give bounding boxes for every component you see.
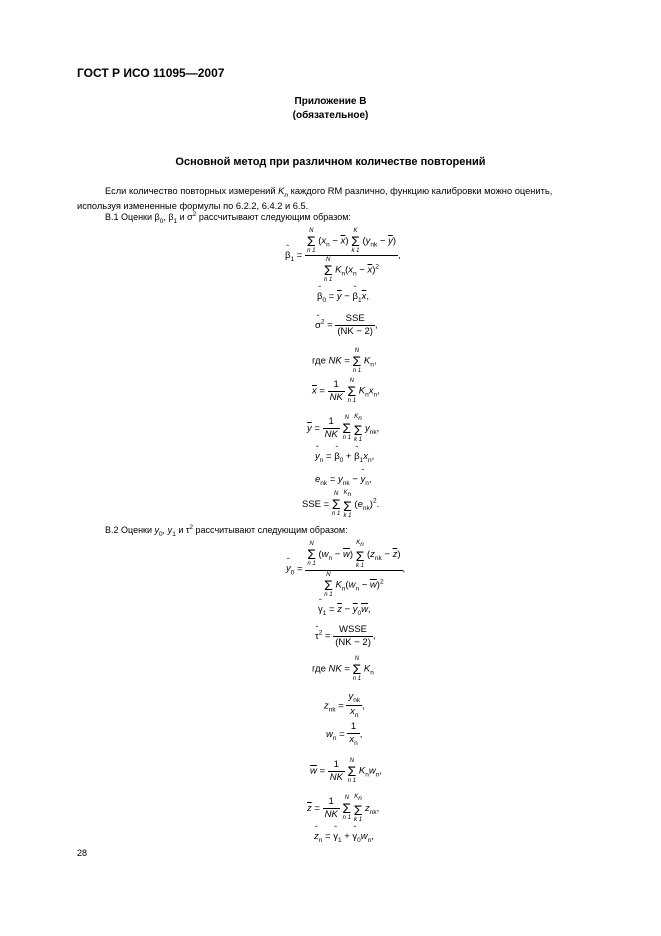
b2-line: В.2 Оценки $y_0$, $y_1$ и $\tau^2$ рассчитывают следующим образом: bbox=[105, 524, 348, 538]
formula-yhat-n: ˆ $y_n$ = ˆ $\beta_0$ + ˆ $\beta_1x_n$, bbox=[315, 452, 374, 464]
annex-status: (обязательное) bbox=[292, 110, 369, 121]
b1-label: В.1 bbox=[105, 212, 119, 222]
formula-nk-b1: где NK = N Σ n 1 $K_n$, bbox=[312, 348, 377, 374]
formula-wbar: $\overline{w}$ = $\frac{1}{NK}$ N Σ n 1 $K_nw_n$, bbox=[310, 758, 382, 784]
b2-label: В.2 bbox=[105, 525, 119, 535]
formula-gamma0: ˆ $y_0$ = N Σ n 1 $(w_n - \overline{w})$ $K_n$ Σ k 1 $(z_{nk} - \overline{z})$ N Σ n 1 $K_n(w_n - \overline{w})^2$ , bbox=[286, 540, 405, 598]
section-title: Основной метод при различном количестве повторений bbox=[175, 156, 486, 168]
intro-text-2: используя измененные формулы по 6.2.2, 6.4.2 и 6.5. bbox=[77, 200, 309, 211]
formula-zhat-n: ˆ $z_n$ = ˆ $\gamma_1$ + ˆ $\gamma_0w_n$, bbox=[314, 832, 374, 844]
document-standard-header: ГОСТ Р ИСО 11095—2007 bbox=[77, 66, 225, 80]
b1-line: В.1 Оценки $\beta_0$, $\beta_1$ и $\sigma^2$ рассчитывают следующим образом: bbox=[105, 211, 351, 225]
intro-text-1b: каждого RM различно, функцию калибровки можно оценить, bbox=[290, 186, 553, 196]
formula-beta1: ˆ $\beta_1$ = N Σ n 1 $(x_n - \overline{x})$ K Σ k 1 $(y_{nk} - \overline{y})$ N Σ n 1 $K_n(x_n - \overline{x})^2$ , bbox=[285, 228, 401, 283]
formula-tau2: ˆ $\tau^2$ = WSSE (NK − 2) , bbox=[315, 625, 376, 647]
formula-zbar: $\overline{z}$ = $\frac{1}{NK}$ N Σ n 1 $K_n$ Σ k 1 $z_{nk}$, bbox=[307, 794, 380, 823]
formula-xbar: $\overline{x}$ = $\frac{1}{NK}$ N Σ n 1 $K_nx_n$, bbox=[312, 378, 380, 404]
formula-gamma1: ˆ $\gamma_1 = \overline{z} - \overline{y}_0\overline{w}$, bbox=[318, 605, 371, 617]
formula-ybar: $\overline{y}$ = $\frac{1}{NK}$ N Σ n 1 $K_n$ Σ k 1 $y_{nk}$, bbox=[307, 414, 380, 443]
annex-title: Приложение В bbox=[294, 96, 367, 107]
intro-kn: $K_n$ bbox=[278, 186, 288, 199]
formula-sigma2: ˆ $\sigma^2$ = SSE (NK − 2) , bbox=[315, 314, 378, 336]
intro-text-1: Если количество повторных измерений bbox=[105, 186, 276, 196]
formula-z-nk: $z_{nk}$ = $y_{nk}$ $x_n$ , bbox=[324, 691, 365, 720]
formula-nk-b2: где NK = N Σ n 1 $K_n$ bbox=[312, 656, 374, 682]
formula-beta0: ˆ $\beta_0 = \overline{y}$ − ˆ $\beta_1\overline{x}$, bbox=[317, 292, 369, 304]
formula-w-n: $w_n$ = $\frac{1}{x_n}$ , bbox=[326, 721, 363, 747]
formula-sse: SSE = N Σ n 1 $K_n$ Σ k 1 $(e_{nk})^2$. bbox=[302, 490, 380, 519]
page-number: 28 bbox=[77, 848, 88, 858]
intro-paragraph bbox=[77, 186, 585, 212]
formula-residual: $e_{nk} = y_{nk}$ − ˆ $y_n$, bbox=[315, 475, 371, 487]
